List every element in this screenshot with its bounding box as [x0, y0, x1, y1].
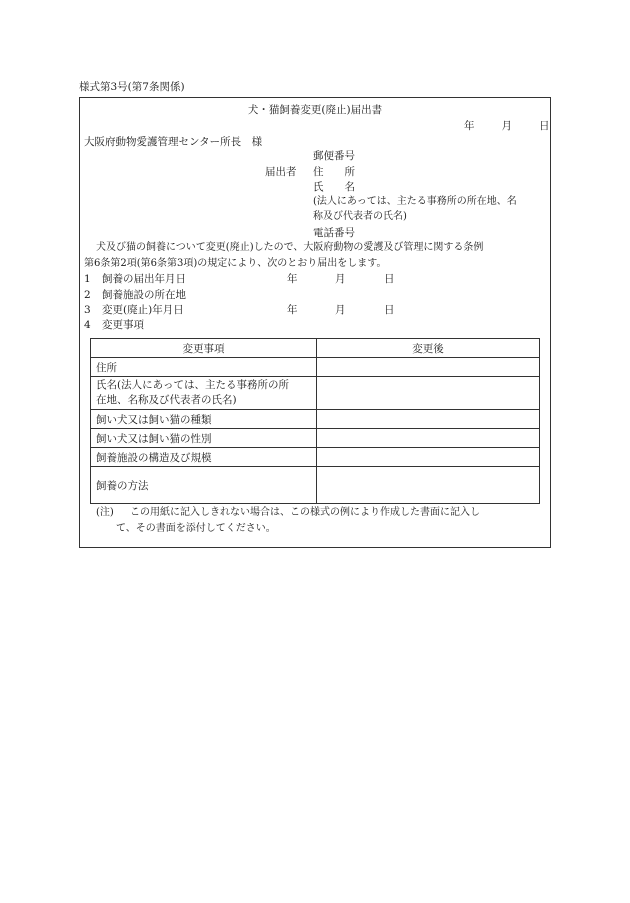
applicant-corp-note-1: (法人にあっては、主たる事務所の所在地、名 — [313, 196, 517, 207]
applicant-corp-note-2: 称及び代表者の氏名) — [313, 211, 407, 222]
table-cell-item — [91, 377, 317, 410]
applicant-phone: 電話番号 — [313, 227, 355, 239]
table-cell-value[interactable] — [317, 429, 540, 448]
applicant-name: 氏 名 — [313, 181, 355, 193]
table-cell-value[interactable] — [317, 448, 540, 467]
form-label: 様式第3号(第7条関係) — [79, 81, 185, 93]
table-cell-item: 住所 — [91, 358, 317, 377]
table-cell-item-line: 在地、名称及び代表者の氏名) — [96, 394, 237, 406]
item-3-label: 変更(廃止)年月日 — [102, 304, 184, 316]
item-4-no: 4 — [84, 319, 91, 331]
date-line: 年 月 日 — [464, 120, 552, 132]
table-row — [91, 377, 540, 410]
item-1-year: 年 — [287, 273, 298, 285]
table-row — [91, 429, 540, 448]
item-3-day: 日 — [384, 304, 395, 316]
table-cell-value[interactable] — [317, 358, 540, 377]
applicant-label: 届出者 — [265, 166, 297, 178]
table-row — [91, 467, 540, 504]
table-cell-item-line: 氏名(法人にあっては、主たる事務所の所 — [96, 379, 289, 391]
table-header-after: 変更後 — [317, 339, 540, 358]
addressee: 大阪府動物愛護管理センター所長 様 — [84, 136, 263, 148]
item-1-month: 月 — [335, 273, 346, 285]
body-text-2: 第6条第2項(第6条第3項)の規定により、次のとおり届出をします。 — [84, 258, 387, 269]
note-line-2: て、その書面を添付してください。 — [116, 523, 276, 534]
table-cell-value[interactable] — [317, 410, 540, 429]
form-title: 犬・猫飼養変更(廃止)届出書 — [247, 104, 383, 116]
item-4-label: 変更事項 — [102, 319, 144, 331]
change-table — [90, 338, 540, 504]
body-text-1: 犬及び猫の飼養について変更(廃止)したので、大阪府動物の愛護及び管理に関する条例 — [96, 242, 484, 253]
item-3-no: 3 — [84, 304, 91, 316]
applicant-address: 住 所 — [313, 166, 355, 178]
applicant-postal: 郵便番号 — [313, 150, 355, 162]
table-cell-item: 飼い犬又は飼い猫の種類 — [91, 410, 317, 429]
item-3-month: 月 — [335, 304, 346, 316]
table-row — [91, 448, 540, 467]
item-3-year: 年 — [287, 304, 298, 316]
table-cell-item: 飼養の方法 — [91, 467, 317, 504]
table-header-item: 変更事項 — [91, 339, 317, 358]
table-row — [91, 358, 540, 377]
note-line-1: この用紙に記入しきれない場合は、この様式の例により作成した書面に記入し — [130, 507, 480, 518]
item-2-label: 飼養施設の所在地 — [102, 289, 186, 301]
table-cell-value[interactable] — [317, 467, 540, 504]
item-1-label: 飼養の届出年月日 — [102, 273, 186, 285]
table-row — [91, 410, 540, 429]
item-1-day: 日 — [384, 273, 395, 285]
table-cell-item: 飼養施設の構造及び規模 — [91, 448, 317, 467]
item-1-no: 1 — [84, 273, 91, 285]
item-2-no: 2 — [84, 289, 91, 301]
table-cell-value[interactable] — [317, 377, 540, 410]
note-label: (注) — [96, 507, 114, 518]
table-header-row — [91, 339, 540, 358]
table-cell-item: 飼い犬又は飼い猫の性別 — [91, 429, 317, 448]
